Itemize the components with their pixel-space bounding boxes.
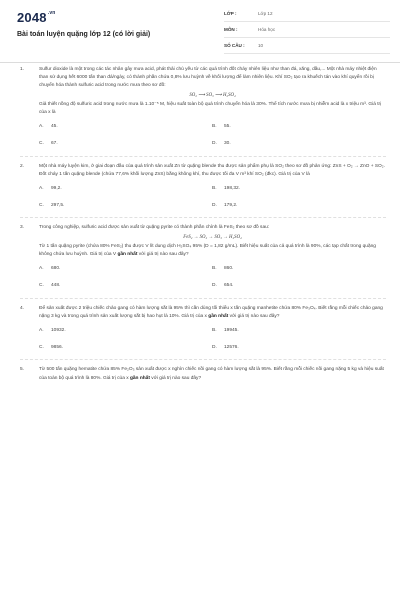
divider [20, 156, 386, 157]
question-text: Đốt cháy 1 tấn quặng blende (chứa 77,6% khối lượng ZnS) bằng không khí, thu được tối đa V m³ khí SO₂ (đkc). Giá trị của V là [39, 171, 310, 177]
option-b[interactable]: B. 198,32. [212, 186, 241, 192]
answer-options [39, 327, 386, 352]
question-text: Để sản xuất được 2 triệu chiếc chảo gang có hàm lượng sắt là 95% thì cần dùng tối thiểu x tấn quặng manhetite chứa 80% Fe₃O₄. Biết rằng mỗi chiếc chảo gang nặng 3 kg và trong quá trình sản xuất lượng sắt bị hao hụt là 10%. Giá trị của x gần nhất với giá trị nào sau đây? [39, 305, 383, 319]
question-number: 2. [20, 163, 25, 169]
option-d[interactable]: D. 30. [212, 141, 231, 147]
option-a[interactable]: A. 99,2. [39, 186, 62, 192]
option-c[interactable]: C. 448. [39, 283, 61, 289]
question-1 [0, 66, 400, 149]
question-4 [0, 305, 400, 353]
option-c[interactable]: C. 9856. [39, 345, 64, 351]
question-text: Một nhà máy luyện kim, ở giai đoạn đầu của quá trình sản xuất Zn từ quặng blende thu được sản phẩm phụ là SO₂ theo sơ đồ phản ứng: ZnS + O₂ → ZnO + SO₂. [39, 163, 385, 169]
question-5 [0, 366, 400, 382]
question-3 [0, 224, 400, 290]
answer-options [39, 185, 386, 210]
option-a[interactable]: A. 10932. [39, 328, 66, 334]
question-number: 1. [20, 67, 25, 72]
option-d[interactable]: D. 179,2. [212, 203, 238, 209]
divider [20, 217, 386, 218]
question-text: Sulfur dioxide là một trong các tác nhân gây mưa acid, phát thải chủ yếu từ các quá trình đốt cháy nhiên liệu như than đá, xăng, dầu,... Một nhà máy nhiệt điện than sử dụng hết 6000 tấn than đá/ngày, có thành phần chứa 0,8% lưu huỳnh về khối lượng để làm nhiên liệu. Khí SO₂ tạo ra khuếch tán vào khí quyển rồi bị chuyển hóa thành sulfuric acid trong nước mưa theo sơ đồ: [39, 67, 377, 89]
option-b[interactable]: B. 55. [212, 124, 231, 130]
answer-options [39, 265, 386, 290]
question-text: Trong công nghiệp, sulfuric acid được sản xuất từ quặng pyrite có thành phần chính là FeS₂ theo sơ đồ sau: [39, 225, 270, 231]
site-logo[interactable]: $2048^{.vn}$ [17, 10, 56, 25]
question-text: Giả thiết nồng độ sulfuric acid trong nước mưa là 1.10⁻⁵ M, hiệu suất toàn bộ quá trình chuyển hóa là 30%. Thể tích nước mưa bị nhiễm acid là x triệu m³. Giá trị của x là [39, 101, 382, 116]
question-number: 3. [20, 225, 25, 231]
meta-row-subject: MÔN : Hóa học [224, 22, 390, 38]
reaction-scheme: FeS₂ → SO₂ → SO₃ → H₂SO₄ [183, 234, 242, 240]
option-b[interactable]: B. 860. [212, 266, 234, 272]
option-d[interactable]: D. 12576. [212, 345, 239, 351]
option-c[interactable]: C. 297,5. [39, 203, 65, 209]
divider [20, 359, 386, 360]
meta-table [224, 6, 390, 54]
meta-row-count: SỐ CÂU : 10 [224, 38, 390, 54]
option-a[interactable]: A. 680. [39, 266, 61, 272]
answer-options [39, 123, 386, 148]
question-text: Từ 1 tấn quặng pyrite (chứa 80% FeS₂) thu được V lít dung dịch H₂SO₄ 95% (D = 1,82 g/mL). Biết hiệu suất của cả quá trình là 90%, các tạp chất trong quặng không chứa lưu huỳnh. Giá trị của V gần nhất với giá trị nào sau đây? [39, 243, 376, 258]
option-a[interactable]: A. 45. [39, 124, 58, 130]
reaction-scheme: SO₂ ⟶ SO₃ ⟶ H₂SO₄ [189, 92, 236, 98]
question-number: 4. [20, 305, 25, 311]
question-text: Từ 500 tấn quặng hematite chứa 85% Fe₂O₃ sản xuất được x nghìn chiếc nồi gang có hàm lượng sắt là 95%. Biết rằng mỗi chiếc nồi gang nặng 5 kg và hiệu suất của toàn bộ quá trình là 80%. Giá trị của x gần nhất với giá trị nào sau đây? [39, 367, 384, 381]
meta-row-class: LỚP : Lớp 12 [224, 6, 390, 22]
option-c[interactable]: C. 67. [39, 141, 58, 147]
option-b[interactable]: B. 19945. [212, 328, 239, 334]
page-header [0, 0, 400, 63]
question-list [0, 66, 400, 383]
question-number: 5. [20, 367, 25, 373]
question-2 [0, 163, 400, 211]
document-title: Bài toán luyện quặng lớp 12 (có lời giải) [17, 31, 151, 38]
divider [20, 298, 386, 299]
option-d[interactable]: D. 654. [212, 283, 234, 289]
